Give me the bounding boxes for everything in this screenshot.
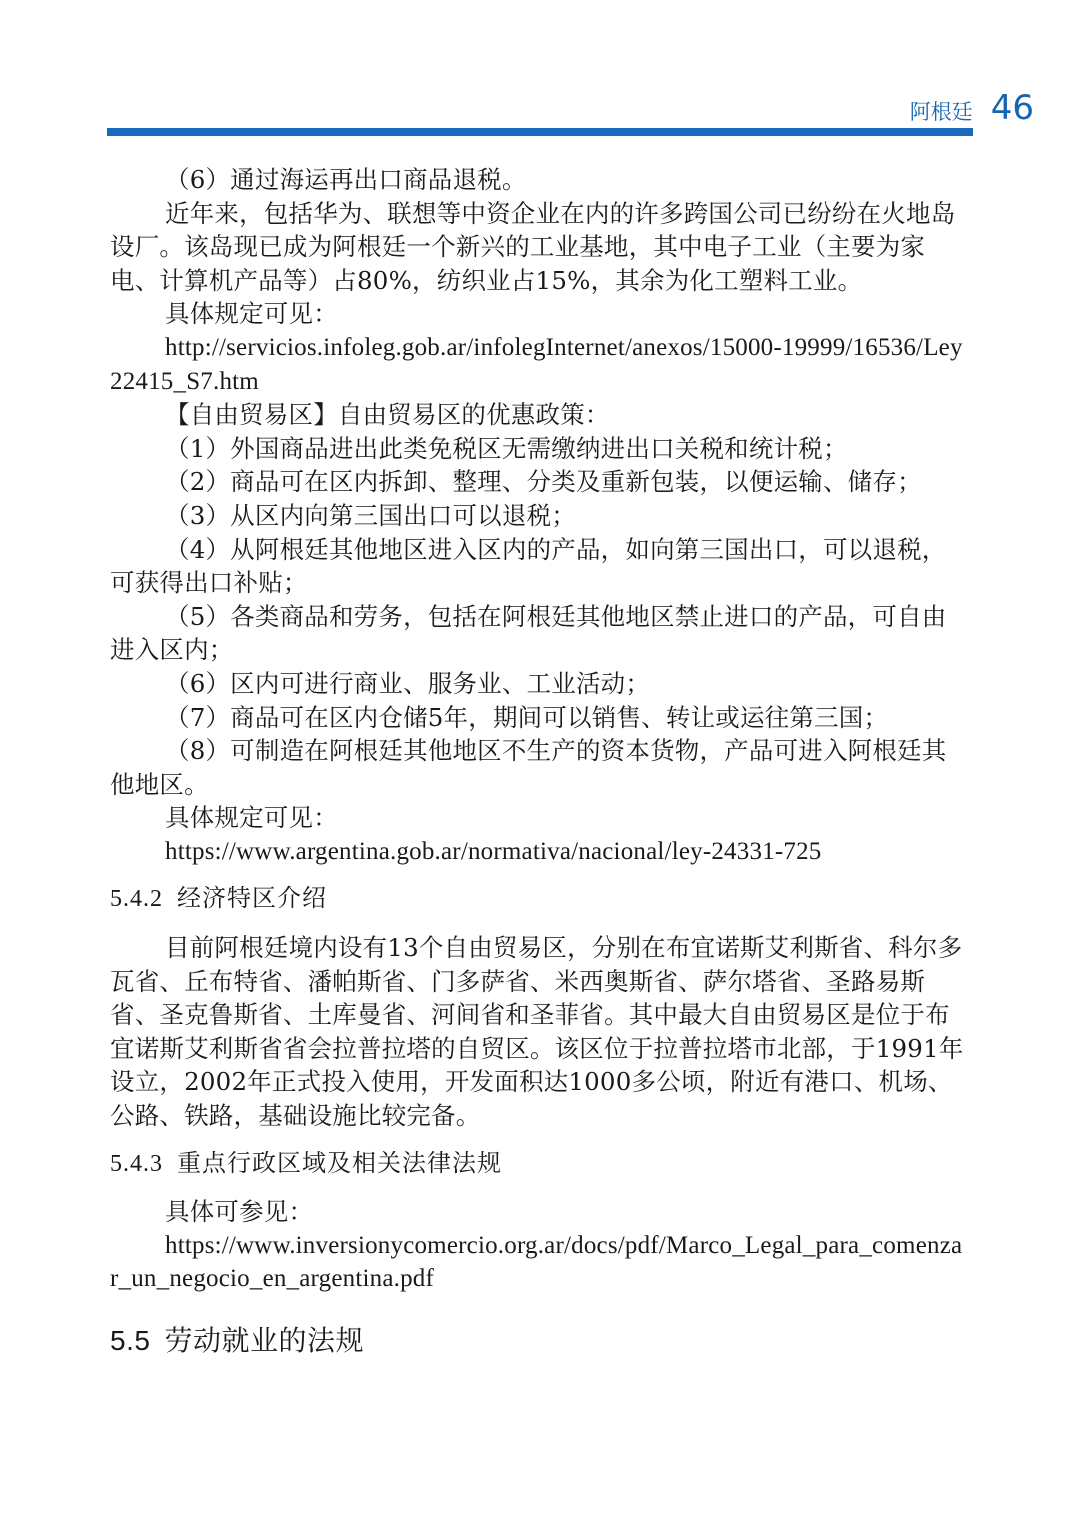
list-item: （5）各类商品和劳务，包括在阿根廷其他地区禁止进口的产品，可自由进入区内；	[110, 601, 947, 665]
section-title: 劳动就业的法规	[164, 1324, 364, 1357]
paragraph: 具体可参见：	[165, 1197, 314, 1227]
running-header	[910, 88, 1034, 130]
section-number: 5.4.2	[110, 886, 163, 913]
section-number: 5.4.3	[110, 1150, 163, 1177]
section-heading-5-4-2	[110, 882, 970, 917]
list-item: （2）商品可在区内拆卸、整理、分类及重新包装，以便运输、储存；	[165, 467, 922, 497]
section-heading-5-5	[110, 1324, 970, 1358]
paragraph: （6）通过海运再出口商品退税。	[165, 165, 527, 194]
list-item: （6）区内可进行商业、服务业、工业活动；	[165, 668, 651, 698]
header-country: 阿根廷	[909, 100, 973, 124]
list-item: （4）从阿根廷其他地区进入区内的产品，如向第三国出口，可以退税，可获得出口补贴；	[110, 534, 947, 598]
link-url[interactable]: http://servicios.infoleg.gob.ar/infolegInternet/anexos/15000-19999/16536/Ley22415_S7.htm	[110, 333, 963, 395]
paragraph: 具体规定可见：	[165, 803, 338, 833]
page-body	[110, 163, 970, 1358]
section-heading-5-4-3	[110, 1147, 970, 1182]
section-title: 重点行政区域及相关法律法规	[177, 1148, 502, 1177]
paragraph: 【自由贸易区】自由贸易区的优惠政策：	[165, 400, 610, 430]
paragraph: 具体规定可见：	[165, 299, 338, 329]
list-item: （8）可制造在阿根廷其他地区不生产的资本货物，产品可进入阿根廷其他地区。	[110, 736, 947, 799]
list-item: （3）从区内向第三国出口可以退税；	[165, 500, 576, 530]
list-item: （1）外国商品进出此类免税区无需缴纳进出口关税和统计税；	[165, 433, 848, 463]
page-number: 46	[990, 88, 1034, 128]
section-title: 经济特区介绍	[177, 884, 327, 913]
header-rule	[107, 128, 973, 136]
paragraph: 目前阿根廷境内设有13个自由贸易区，分别在布宜诺斯艾利斯省、科尔多瓦省、丘布特省、潘帕斯省、门多萨省、米西奥斯省、萨尔塔省、圣路易斯省、圣克鲁斯省、土库曼省、河间省和圣菲省。其中最大自由贸易区是位于布宜诺斯艾利斯省省会拉普拉塔的自贸区。该区位于拉普拉塔市北部，于1991年设立，2002年正式投入使用，开发面积达1000多公顷，附近有港口、机场、公路、铁路，基础设施比较完备。	[110, 933, 964, 1131]
link-url[interactable]: https://www.argentina.gob.ar/normativa/nacional/ley-24331-725	[165, 837, 822, 865]
section-number: 5.5	[110, 1325, 151, 1356]
link-url[interactable]: https://www.inversionycomercio.org.ar/docs/pdf/Marco_Legal_para_comenzar_un_negocio_en_argentina.pdf	[110, 1231, 963, 1293]
list-item: （7）商品可在区内仓储5年，期间可以销售、转让或运往第三国；	[165, 702, 889, 732]
paragraph: 近年来，包括华为、联想等中资企业在内的许多跨国公司已纷纷在火地岛设厂。该岛现已成为阿根廷一个新兴的工业基地，其中电子工业（主要为家电、计算机产品等）占80%，纺织业占15%，其余为化工塑料工业。	[110, 198, 956, 295]
